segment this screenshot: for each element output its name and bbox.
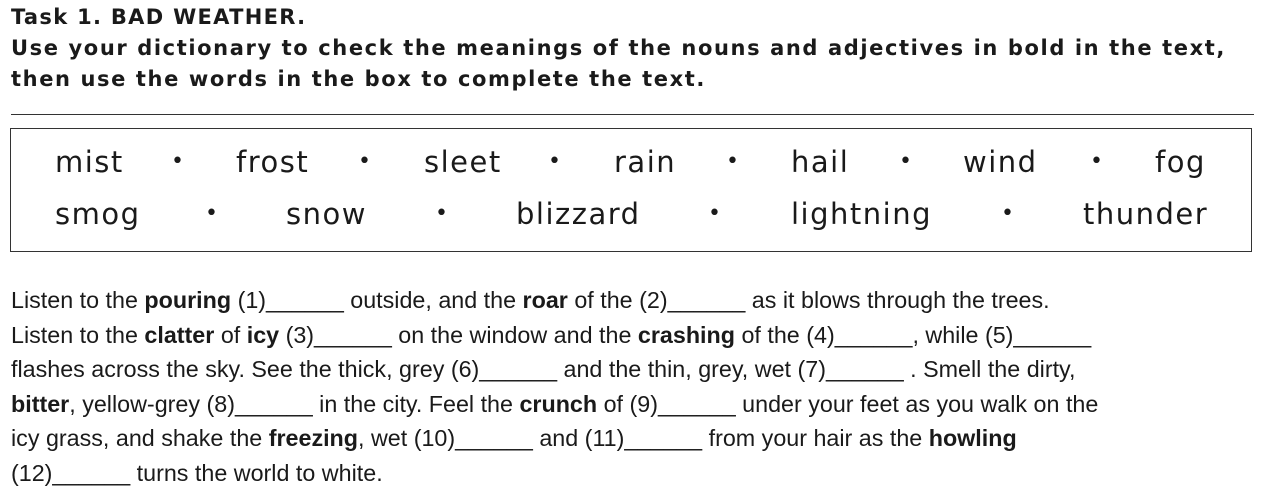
bullet-separator: • bbox=[171, 149, 186, 174]
divider-rule bbox=[11, 114, 1254, 115]
passage-line-1 bbox=[11, 283, 1261, 318]
bullet-separator: • bbox=[708, 201, 723, 226]
passage-text: (3)______ on the window and the bbox=[279, 321, 638, 348]
bullet-separator: • bbox=[548, 149, 563, 174]
word-lightning: lightning bbox=[791, 197, 932, 231]
bullet-separator: • bbox=[435, 201, 450, 226]
word-snow: snow bbox=[286, 197, 367, 231]
word-wind: wind bbox=[963, 145, 1038, 179]
word-box bbox=[10, 128, 1252, 252]
task-instructions-line-2: then use the words in the box to complete the text. bbox=[11, 67, 706, 91]
bold-word: clatter bbox=[144, 321, 215, 348]
passage-line-6 bbox=[11, 456, 1261, 491]
passage-text: of the (2)______ as it blows through the trees. bbox=[567, 287, 1050, 313]
passage-text: (12)______ turns the world to white. bbox=[11, 459, 383, 486]
word-rain: rain bbox=[614, 145, 677, 179]
passage-text: , wet (10)______ and (11)______ from your hair as the bbox=[358, 425, 929, 451]
bold-word: roar bbox=[522, 287, 568, 313]
bullet-separator: • bbox=[899, 149, 914, 174]
task-heading bbox=[11, 2, 1261, 95]
word-sleet: sleet bbox=[424, 145, 502, 179]
bold-word: bitter bbox=[11, 390, 70, 417]
passage-text: icy grass, and shake the bbox=[11, 425, 269, 451]
word-mist: mist bbox=[55, 145, 124, 179]
passage-text: of the (4)______, while (5)______ bbox=[735, 321, 1092, 348]
task-instructions-line-1: Use your dictionary to check the meanings of the nouns and adjectives in bold in the text, bbox=[11, 36, 1226, 60]
passage-text: Listen to the bbox=[11, 321, 145, 348]
word-hail: hail bbox=[791, 145, 850, 179]
passage-line-4 bbox=[11, 387, 1261, 422]
passage-text: (1)______ outside, and the bbox=[231, 287, 523, 313]
task-title: Task 1. BAD WEATHER. bbox=[11, 5, 307, 29]
bullet-separator: • bbox=[205, 201, 220, 226]
bold-word: crashing bbox=[637, 321, 735, 348]
bold-word: pouring bbox=[144, 287, 232, 313]
word-thunder: thunder bbox=[1083, 197, 1209, 231]
word-box-row-1 bbox=[11, 144, 1251, 180]
passage-line-5 bbox=[11, 421, 1261, 456]
bullet-separator: • bbox=[1090, 149, 1105, 174]
bold-word: freezing bbox=[268, 425, 359, 451]
word-blizzard: blizzard bbox=[516, 197, 641, 231]
passage-text: Listen to the bbox=[11, 287, 145, 313]
word-box-row-2 bbox=[11, 196, 1251, 232]
passage-line-3 bbox=[11, 352, 1261, 387]
word-fog: fog bbox=[1155, 145, 1206, 179]
bold-word: icy bbox=[246, 321, 280, 348]
bold-word: howling bbox=[928, 425, 1017, 451]
word-smog: smog bbox=[55, 197, 141, 231]
bullet-separator: • bbox=[358, 149, 373, 174]
passage-text: of bbox=[214, 321, 247, 348]
bullet-separator: • bbox=[1001, 201, 1016, 226]
cloze-passage bbox=[11, 283, 1261, 490]
word-frost: frost bbox=[236, 145, 310, 179]
bullet-separator: • bbox=[726, 149, 741, 174]
passage-line-2 bbox=[11, 318, 1261, 353]
bold-word: crunch bbox=[519, 390, 598, 417]
passage-text: flashes across the sky. See the thick, grey (6)______ and the thin, grey, wet (7)______ . Smell the dirty, bbox=[11, 356, 1076, 382]
passage-text: of (9)______ under your feet as you walk on the bbox=[597, 390, 1099, 417]
passage-text: , yellow-grey (8)______ in the city. Feel the bbox=[69, 390, 520, 417]
